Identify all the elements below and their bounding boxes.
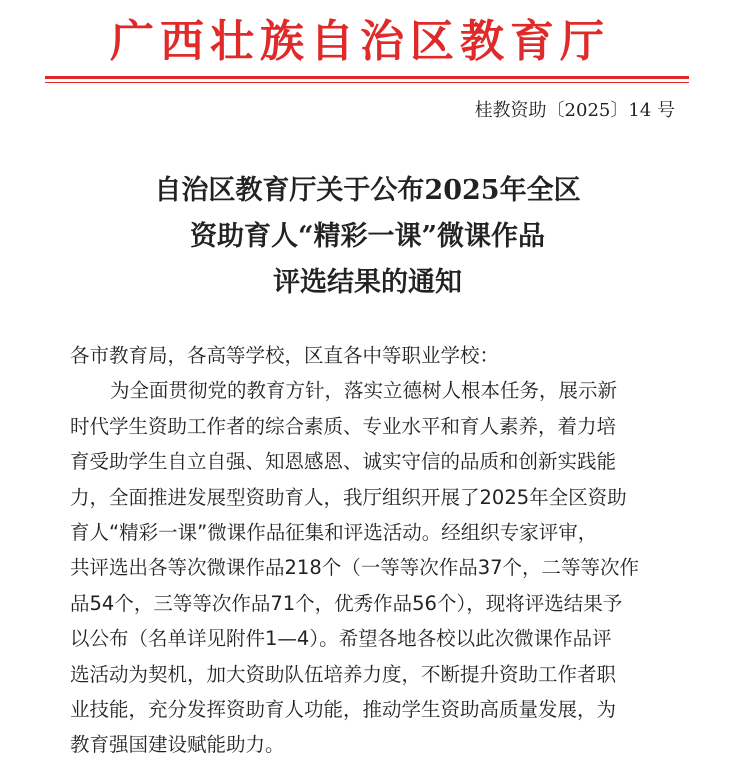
title-line-2: 资助育人“精彩一课”微课作品 <box>189 221 546 252</box>
header-red-rule-thin <box>45 82 689 83</box>
document-number: 桂教资助〔2025〕14 号 <box>474 100 675 121</box>
body-line: 共评选出各等次微课作品218个（一等等次作品37个，二等等次作 <box>70 556 640 580</box>
body-line: 以公布（名单详见附件1—4）。希望各地各校以此次微课作品评 <box>70 627 612 651</box>
document-title <box>0 168 735 306</box>
salutation: 各市教育局，各高等学校，区直各中等职业学校： <box>70 344 500 367</box>
title-line-1: 自治区教育厅关于公布2025年全区 <box>154 175 581 206</box>
body-line: 品54个，三等等次作品71个，优秀作品56个），现将评选结果予 <box>70 591 623 615</box>
body-line: 力，全面推进发展型资助育人，我厅组织开展了2025年全区资助 <box>70 485 627 509</box>
title-line-3: 评选结果的通知 <box>273 267 462 298</box>
body-line: 育受助学生自立自强、知恩感恩、诚实守信的品质和创新实践能 <box>70 450 617 474</box>
body-line: 时代学生资助工作者的综合素质、专业水平和育人素养，着力培 <box>70 414 617 438</box>
body-line: 为全面贯彻党的教育方针，落实立德树人根本任务，展示新 <box>110 379 618 403</box>
body-line: 育人“精彩一课”微课作品征集和评选活动。经组织专家评审， <box>70 520 598 544</box>
body-line: 业技能，充分发挥资助育人功能，推动学生资助高质量发展，为 <box>70 697 617 721</box>
document-body <box>70 338 682 763</box>
body-line: 教育强国建设赋能助力。 <box>70 733 285 757</box>
body-line: 选活动为契机，加大资助队伍培养力度，不断提升资助工作者职 <box>70 662 617 686</box>
header-red-rule <box>45 76 689 79</box>
issuing-authority-header: 广西壮族自治区教育厅 <box>110 16 610 67</box>
